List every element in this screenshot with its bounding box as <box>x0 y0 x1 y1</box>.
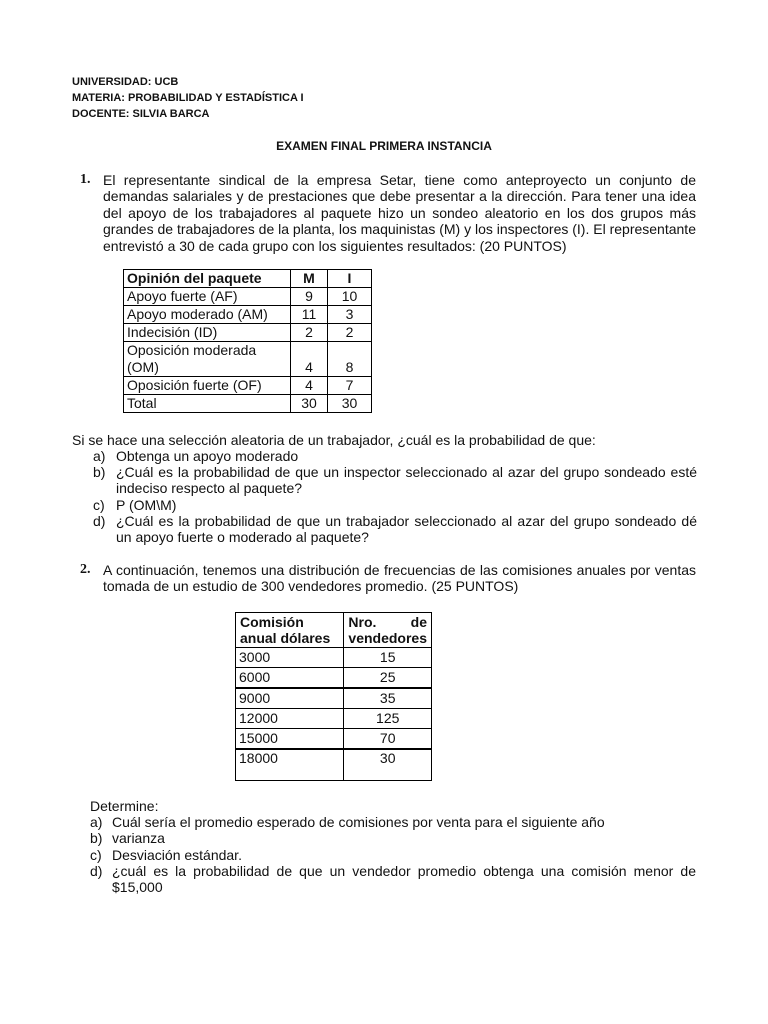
cell: 30 <box>328 395 372 413</box>
cell: 70 <box>344 729 432 750</box>
list-item <box>90 863 696 897</box>
q1-table <box>123 269 372 413</box>
cell: 3 <box>328 306 372 324</box>
item-text: Obtenga un apoyo moderado <box>116 448 299 464</box>
item-label: a) <box>90 814 103 830</box>
table-row <box>236 729 432 750</box>
q1-col-opinion: Opinión del paquete <box>124 270 291 288</box>
cell: 2 <box>328 324 372 342</box>
cell: Oposición fuerte (OF) <box>124 377 291 395</box>
table-row <box>236 688 432 709</box>
item-label: b) <box>93 464 106 480</box>
item-text: ¿Cuál es la probabilidad de que un inspector seleccionado al azar del grupo sondeado esté indeciso respecto al paquete? <box>116 464 697 497</box>
q2-table <box>235 612 432 781</box>
cell: Apoyo moderado (AM) <box>124 306 291 324</box>
cell: 15000 <box>236 729 344 750</box>
table-row <box>236 749 432 781</box>
cell: 6000 <box>236 668 344 689</box>
table-row <box>236 709 432 729</box>
item-text: ¿cuál es la probabilidad de que un vendedor promedio obtenga una comisión menor de $15,000 <box>112 863 696 896</box>
cell: 30 <box>291 395 328 413</box>
item-text: ¿Cuál es la probabilidad de que un trabajador seleccionado al azar del grupo sondeado dé un apoyo fuerte o moderado al paquete? <box>116 513 697 546</box>
table-row <box>236 668 432 689</box>
cell: 9000 <box>236 688 344 709</box>
table-row <box>124 395 372 413</box>
cell: 18000 <box>236 749 344 781</box>
item-text: Desviación estándar. <box>112 847 242 863</box>
cell: 30 <box>344 749 432 781</box>
item-label: c) <box>90 847 102 863</box>
header-teacher: DOCENTE: SILVIA BARCA <box>72 108 210 120</box>
item-text: P (OM\M) <box>116 497 177 513</box>
cell: 9 <box>291 288 328 306</box>
table-header-row <box>124 270 372 288</box>
q2-col-commission: Comisión anual dólares <box>236 613 344 648</box>
q1-text: El representante sindical de la empresa Setar, tiene como anteproyecto un conjunto de demandas salariales y de prestaciones que debe presentar a la dirección. Para tener una idea del apoyo de los trabajadores al paquete hizo un sondeo aleatorio en los dos grupos más grandes de trabajadores de la planta, los maquinistas (M) y los inspectores (I). El representante entrevistó a 30 de cada grupo con los siguientes resultados: (20 PUNTOS) <box>103 172 696 254</box>
cell: 2 <box>291 324 328 342</box>
table-row <box>124 324 372 342</box>
table-row <box>124 342 372 377</box>
cell: 35 <box>344 688 432 709</box>
item-label: c) <box>93 497 105 513</box>
q1-col-m: M <box>291 270 328 288</box>
list-item <box>93 497 697 514</box>
table-row <box>124 377 372 395</box>
item-label: d) <box>90 863 103 879</box>
list-item <box>93 513 697 547</box>
table-row <box>236 648 432 668</box>
cell: 125 <box>344 709 432 729</box>
table-header-row <box>236 613 432 648</box>
cell: Total <box>124 395 291 413</box>
cell: 3000 <box>236 648 344 668</box>
q1-col-i: I <box>328 270 372 288</box>
cell: Oposición moderada (OM) <box>124 342 291 377</box>
header-subject: MATERIA: PROBABILIDAD Y ESTADÍSTICA I <box>72 92 304 104</box>
list-item <box>90 814 696 831</box>
cell: 4 <box>291 377 328 395</box>
cell: 25 <box>344 668 432 689</box>
cell: 12000 <box>236 709 344 729</box>
item-text: varianza <box>112 830 165 846</box>
table-row <box>124 306 372 324</box>
q2-intro: Determine: <box>90 798 159 814</box>
cell: 11 <box>291 306 328 324</box>
q1-intro: Si se hace una selección aleatoria de un trabajador, ¿cuál es la probabilidad de que: <box>72 432 596 448</box>
cell: Apoyo fuerte (AF) <box>124 288 291 306</box>
cell: 4 <box>291 342 328 377</box>
cell: 7 <box>328 377 372 395</box>
list-item <box>90 830 696 847</box>
item-label: a) <box>93 448 106 464</box>
cell: 10 <box>328 288 372 306</box>
cell: 8 <box>328 342 372 377</box>
item-label: d) <box>93 513 106 529</box>
cell: Indecisión (ID) <box>124 324 291 342</box>
q2-text: A continuación, tenemos una distribución de frecuencias de las comisiones anuales por ventas tomada de un estudio de 300 vendedores promedio. (25 PUNTOS) <box>103 562 696 595</box>
list-item <box>93 448 697 465</box>
list-item <box>93 464 697 498</box>
cell: 15 <box>344 648 432 668</box>
q1-number: 1. <box>80 172 91 187</box>
header-university: UNIVERSIDAD: UCB <box>72 76 179 88</box>
q2-col-sellers: Nro. de vendedores <box>344 613 432 648</box>
table-row <box>124 288 372 306</box>
exam-title: EXAMEN FINAL PRIMERA INSTANCIA <box>276 139 492 153</box>
item-label: b) <box>90 830 103 846</box>
q2-number: 2. <box>80 562 91 577</box>
item-text: Cuál sería el promedio esperado de comisiones por venta para el siguiente año <box>112 814 605 830</box>
list-item <box>90 847 696 864</box>
